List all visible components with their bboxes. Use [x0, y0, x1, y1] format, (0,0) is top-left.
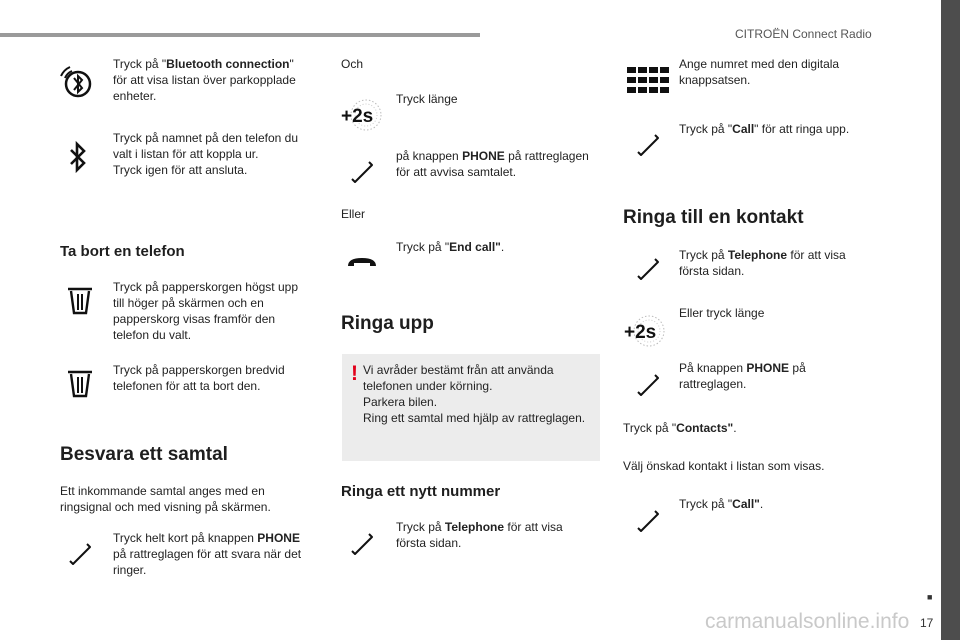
heading-answer-call: Besvara ett samtal: [60, 444, 228, 465]
heading-new-number: Ringa ett nytt nummer: [341, 483, 501, 500]
heading-remove-phone: Ta bort en telefon: [60, 243, 185, 260]
open-telephone-text: Tryck på Telephone för att visa första sidan.: [396, 520, 563, 550]
incoming-call-text: Ett inkommande samtal anges med en ringsignal och med visning på skärmen.: [60, 484, 271, 514]
or-long-press-text: Eller tryck länge: [679, 306, 765, 320]
trash-top-text: Tryck på papperskorgen högst upp till höger på skärmen och en papperskorg visas framför den telefon du valt.: [113, 280, 298, 342]
trash-icon: [66, 369, 94, 399]
watermark: carmanualsonline.info: [705, 610, 910, 633]
bluetooth-connection-icon: [57, 62, 97, 102]
end-call-text: Tryck på "End call".: [396, 240, 505, 254]
press-contacts-text: Tryck på "Contacts".: [623, 421, 737, 435]
or-label: Eller: [341, 207, 366, 221]
phone-handset-icon: [634, 372, 660, 398]
phone-handset-icon: [66, 541, 92, 567]
end-call-icon: [345, 252, 379, 272]
bluetooth-icon: [66, 140, 90, 174]
answer-text: Tryck helt kort på knappen PHONE på rattreglagen för att svara när det ringer.: [113, 531, 302, 577]
select-contact-text: Välj önskad kontakt i listan som visas.: [623, 459, 825, 473]
header-rule: [0, 33, 480, 37]
phone-handset-icon: [348, 531, 374, 557]
phone-handset-icon: [634, 132, 660, 158]
long-press-2s-icon: [340, 97, 384, 133]
bluetooth-connection-text: Tryck på "Bluetooth connection" för att visa listan över parkopplade enheter.: [113, 57, 296, 103]
press-call-contact-text: Tryck på "Call".: [679, 497, 764, 511]
badge-text: +2s: [624, 322, 657, 343]
and-label: Och: [341, 57, 364, 71]
header-title: CITROËN Connect Radio: [735, 27, 872, 41]
long-press-text: Tryck länge: [396, 92, 458, 106]
enter-number-text: Ange numret med den digitala knappsatsen.: [679, 57, 840, 87]
phone-handset-icon: [634, 256, 660, 282]
keypad-icon: [627, 67, 669, 93]
contact-telephone-text: Tryck på Telephone för att visa första sidan.: [679, 248, 846, 278]
phone-handset-icon: [348, 159, 374, 185]
disconnect-text: Tryck på namnet på den telefon du valt i listan för att koppla ur. Tryck igen för att ansluta.: [113, 131, 299, 177]
side-tab: [941, 0, 960, 640]
phone-handset-icon: [634, 508, 660, 534]
trash-icon: [66, 286, 94, 316]
phone-button-text: På knappen PHONE på rattreglagen.: [679, 361, 806, 391]
trash-next-text: Tryck på papperskorgen bredvid telefonen för att ta bort den.: [113, 363, 285, 393]
press-call-text: Tryck på "Call" för att ringa upp.: [679, 122, 850, 136]
warning-text: Vi avråder bestämt från att använda telefonen under körning. Parkera bilen. Ring ett samtal med hjälp av rattreglagen.: [363, 363, 586, 425]
reject-call-text: på knappen PHONE på rattreglagen för att avvisa samtalet.: [396, 149, 589, 179]
badge-text: +2s: [341, 106, 374, 127]
heading-call-contact: Ringa till en kontakt: [623, 207, 804, 228]
continue-marker: ■: [927, 592, 933, 602]
warning-icon: !: [351, 362, 358, 385]
page-number: 17: [920, 616, 934, 630]
long-press-2s-icon: [623, 313, 667, 349]
heading-make-call: Ringa upp: [341, 313, 434, 334]
